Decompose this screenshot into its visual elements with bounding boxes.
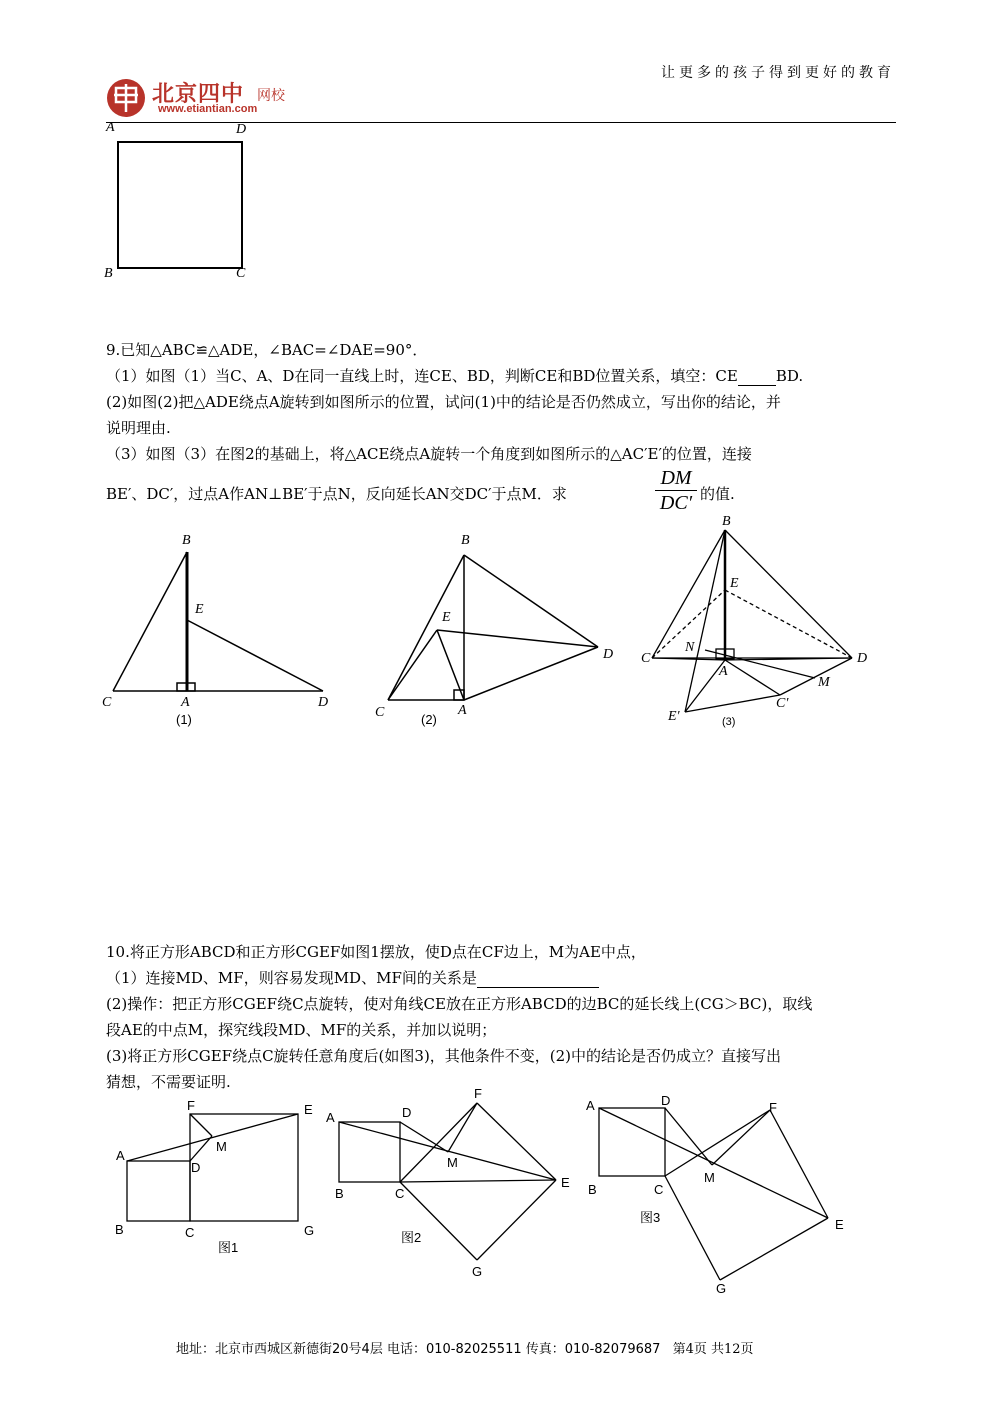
q10f3-label-f: F	[769, 1100, 777, 1115]
footer	[176, 1338, 754, 1357]
q9-line1: 9.已知△ABC≌△ADE，∠BAC=∠DAE=90°．	[106, 341, 428, 359]
square-figure	[100, 124, 260, 284]
q10f2-label-b: B	[335, 1186, 344, 1201]
q10-line3: (2)操作：把正方形CGEF绕C点旋转，使对角线CE放在正方形ABCD的边BC的延长线上(CG＞BC)，取线	[106, 995, 813, 1013]
square-label-d: D	[236, 122, 247, 137]
q10f3-label-g: G	[716, 1281, 727, 1296]
q10-answer-blank[interactable]	[477, 973, 599, 988]
q9f1-label-e: E	[195, 602, 204, 617]
q10f2-caption: 图2	[401, 1230, 422, 1245]
q9f3-label-a: A	[719, 664, 728, 679]
header-rule	[106, 122, 896, 123]
q9f3-label-n: N	[685, 640, 695, 655]
frac-bar	[655, 490, 697, 491]
q10f3-label-m: M	[704, 1170, 715, 1185]
q10-line1: 10.将正方形ABCD和正方形CGEF如图1摆放，使D点在CF边上，M为AE中点，	[106, 943, 646, 961]
logo-name: 北京四中	[152, 82, 245, 107]
q10f3-label-a: A	[586, 1098, 595, 1113]
q10f3-label-e: E	[835, 1217, 844, 1232]
q10f2-label-f: F	[474, 1086, 482, 1101]
q9-line4: 说明理由.	[106, 419, 171, 437]
q10-line2-text: （1）连接MD、MF，则容易发现MD、MF间的关系是	[106, 969, 477, 987]
frac-numerator: DM	[660, 467, 692, 489]
square-label-c: C	[236, 266, 246, 281]
q10f2-label-d: D	[402, 1105, 412, 1120]
q10f1-caption: 图1	[218, 1240, 239, 1255]
q9f3-label-e: E	[730, 576, 739, 591]
q10f2-label-g: G	[472, 1264, 483, 1279]
q10-line5: (3)将正方形CGEF绕点C旋转任意角度后(如图3)，其他条件不变，(2)中的结论是否仍成立？直接写出	[106, 1047, 782, 1065]
q9f3-label-c-prime: C′	[776, 696, 789, 711]
q9f3-label-e-prime: E′	[668, 709, 680, 724]
footer-address: 地址：北京市西城区新德街20号4层 电话：010-82025511 传真：010-82079687	[176, 1342, 661, 1357]
q10f1-label-m: M	[216, 1139, 227, 1154]
q9f1-label-b: B	[182, 533, 191, 548]
frac-denominator: DC′	[659, 492, 693, 514]
logo-suffix: 网校	[257, 88, 285, 104]
logo-url: www.etiantian.com	[158, 103, 258, 115]
q9-line6b: 的值.	[700, 485, 735, 503]
q10-line4: 段AE的中点M，探究线段MD、MF的关系，并加以说明；	[106, 1021, 497, 1039]
q10-line6: 猜想，不需要证明.	[106, 1073, 231, 1091]
square-label-b: B	[104, 266, 113, 281]
q10f1-label-b: B	[115, 1222, 124, 1237]
q10f3-label-d: D	[661, 1093, 671, 1108]
q9-line2	[106, 366, 803, 386]
q9-line6a: BE′、DC′，过点A作AN⊥BE′于点N，反向延长AN交DC′于点M．求	[106, 485, 567, 503]
q9f1-caption: (1)	[176, 712, 192, 727]
q9f1-label-c: C	[102, 695, 112, 710]
header-slogan: 让更多的孩子得到更好的教育	[661, 65, 895, 81]
q10f1-label-d: D	[191, 1160, 201, 1175]
q10f1-label-c: C	[185, 1225, 195, 1240]
q10f1-label-e: E	[304, 1102, 313, 1117]
footer-page: 第4页 共12页	[672, 1342, 754, 1357]
q9f2-label-c: C	[375, 705, 385, 720]
q9f2-label-e: E	[442, 610, 451, 625]
square-label-a: A	[106, 120, 115, 135]
q9f1-label-d: D	[318, 695, 329, 710]
q10f3-label-c: C	[654, 1182, 664, 1197]
q10f1-label-f: F	[187, 1098, 195, 1113]
q10f1-label-a: A	[116, 1148, 125, 1163]
q10f3-caption: 图3	[640, 1210, 661, 1225]
q9f3-label-m: M	[818, 675, 830, 690]
q9-line2a: （1）如图（1）当C、A、D在同一直线上时，连CE、BD，判断CE和BD位置关系，填空：CE	[106, 367, 738, 385]
q9-line3: (2)如图(2)把△ADE绕点A旋转到如图所示的位置，试问(1)中的结论是否仍然成立，写出你的结论，并	[106, 393, 781, 411]
q10f1-label-g: G	[304, 1223, 315, 1238]
q10f3-label-b: B	[588, 1182, 597, 1197]
q9-answer-blank[interactable]	[738, 371, 776, 386]
q9-line2b: BD.	[775, 367, 804, 385]
q9f3-caption: (3)	[722, 716, 736, 728]
q9f1-label-a: A	[181, 695, 190, 710]
q10f2-label-m: M	[447, 1155, 458, 1170]
q9f3-label-b: B	[722, 514, 731, 529]
q9-fraction	[655, 467, 697, 514]
q9f2-label-d: D	[603, 647, 614, 662]
q10f2-label-c: C	[395, 1186, 405, 1201]
q9f2-label-b: B	[461, 533, 470, 548]
q9f2-caption: (2)	[421, 712, 437, 727]
q10f2-label-e: E	[561, 1175, 570, 1190]
q9-line5: （3）如图（3）在图2的基础上，将△ACE绕点A旋转一个角度到如图所示的△AC′E′的位置，连接	[106, 445, 752, 463]
q9f2-label-a: A	[458, 703, 467, 718]
q10-line2	[106, 968, 599, 988]
q9f3-label-c: C	[641, 651, 651, 666]
q9f3-label-d: D	[857, 651, 868, 666]
q10f2-label-a: A	[326, 1110, 335, 1125]
